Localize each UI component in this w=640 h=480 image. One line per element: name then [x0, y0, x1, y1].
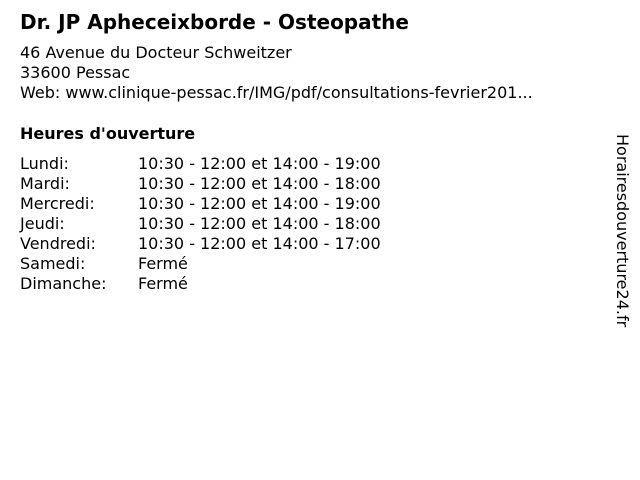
day-label: Mardi: [20, 174, 70, 193]
hours-row-lundi [20, 154, 381, 174]
hours-row-vendredi [20, 234, 381, 254]
business-address [20, 43, 533, 103]
hours-row-mercredi [20, 194, 381, 214]
time-value: Fermé [138, 274, 188, 293]
time-value: 10:30 - 12:00 et 14:00 - 18:00 [138, 214, 381, 233]
day-label: Jeudi: [20, 214, 65, 233]
time-value: 10:30 - 12:00 et 14:00 - 19:00 [138, 154, 381, 173]
hours-row-dimanche [20, 274, 381, 294]
opening-hours-table [20, 154, 381, 294]
business-name: Dr. JP Apheceixborde - Osteopathe [20, 10, 409, 34]
time-value: 10:30 - 12:00 et 14:00 - 19:00 [138, 194, 381, 213]
time-value: 10:30 - 12:00 et 14:00 - 18:00 [138, 174, 381, 193]
website-link[interactable]: Web: www.clinique-pessac.fr/IMG/pdf/consultations-fevrier201... [20, 83, 533, 102]
day-label: Mercredi: [20, 194, 95, 213]
day-label: Vendredi: [20, 234, 96, 253]
address-city: 33600 Pessac [20, 63, 131, 82]
hours-row-samedi [20, 254, 381, 274]
time-value: Fermé [138, 254, 188, 273]
opening-hours-title: Heures d'ouverture [20, 124, 196, 143]
address-street: 46 Avenue du Docteur Schweitzer [20, 43, 292, 62]
day-label: Lundi: [20, 154, 69, 173]
time-value: 10:30 - 12:00 et 14:00 - 17:00 [138, 234, 381, 253]
watermark-text: Horairesdouverture24.fr [613, 134, 632, 328]
hours-row-jeudi [20, 214, 381, 234]
day-label: Dimanche: [20, 274, 107, 293]
day-label: Samedi: [20, 254, 86, 273]
watermark [612, 134, 632, 344]
hours-row-mardi [20, 174, 381, 194]
